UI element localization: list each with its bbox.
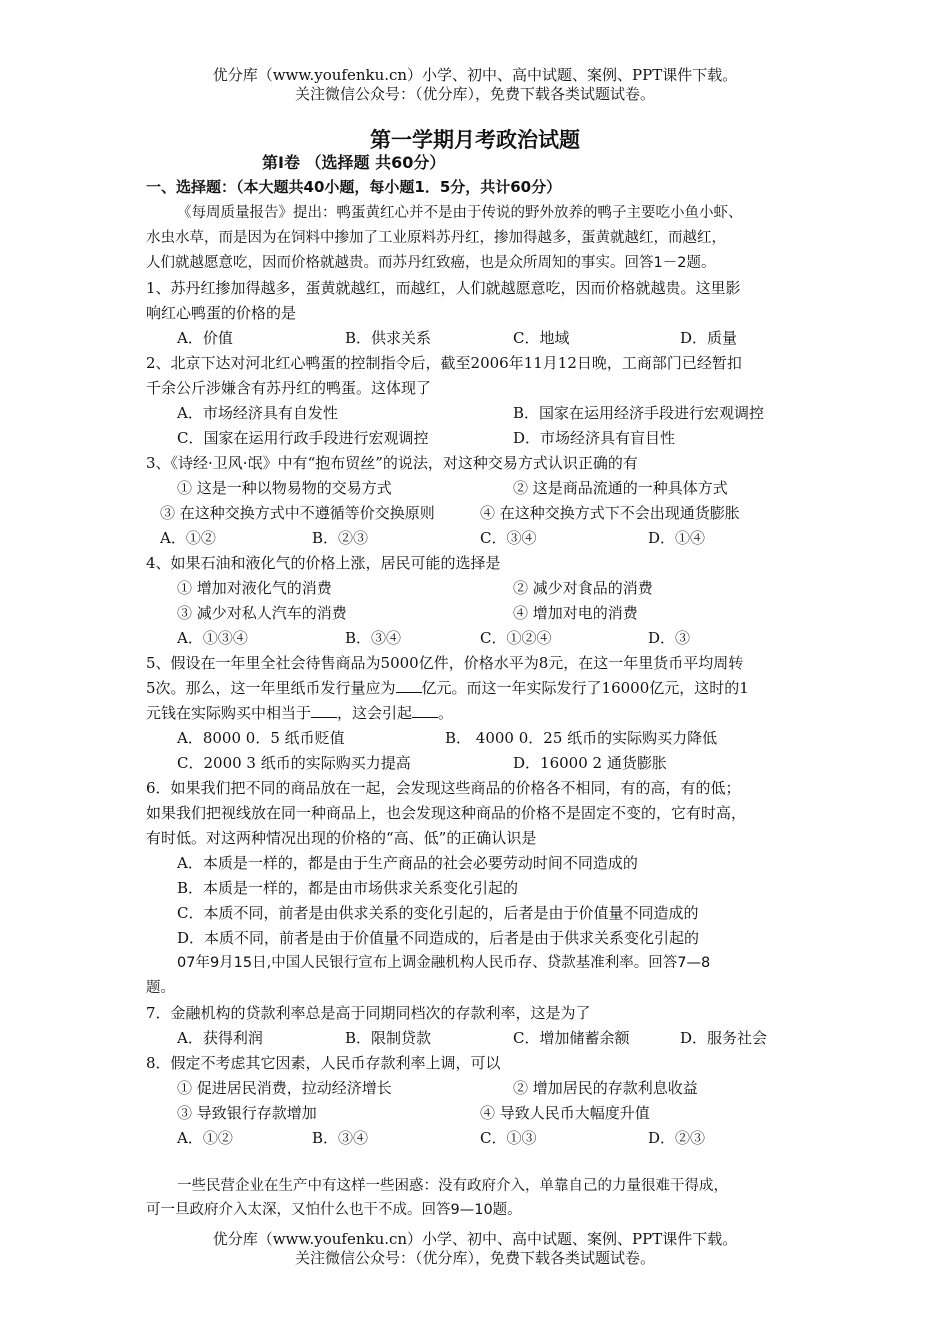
page-footer xyxy=(0,1230,950,1268)
q4-option-d: D．③ xyxy=(648,629,691,647)
answer-blank-2 xyxy=(311,703,337,718)
q2-option-c: C．国家在运用行政手段进行宏观调控 xyxy=(177,429,429,447)
q3-item-4: ④ 在这种交换方式下不会出现通货膨胀 xyxy=(480,504,740,522)
q5-line3-part-a: 元钱在实际购买中相当于 xyxy=(146,704,312,722)
q4-item-1: ① 增加对液化气的消费 xyxy=(177,579,332,597)
q4-item-2: ② 减少对食品的消费 xyxy=(513,579,653,597)
q8-option-a: A．①② xyxy=(177,1129,233,1147)
page-header xyxy=(0,66,950,104)
passage2-line-2: 题。 xyxy=(146,980,175,996)
q8-stem: 8．假定不考虑其它因素，人民币存款利率上调，可以 xyxy=(146,1054,501,1072)
section-heading: 一、选择题：（本大题共40小题，每小题1．5分，共计60分） xyxy=(146,178,562,196)
q8-item-1: ① 促进居民消费，拉动经济增长 xyxy=(177,1079,392,1097)
q4-item-3: ③ 减少对私人汽车的消费 xyxy=(177,604,347,622)
passage1-line-3: 人们就越愿意吃，因而价格就越贵。而苏丹红致癌，也是众所周知的事实。回答1－2题。 xyxy=(146,255,716,271)
footer-line-2: 关注微信公众号：（优分库），免费下载各类试题试卷。 xyxy=(294,1249,655,1267)
q6-stem-line-1: 6．如果我们把不同的商品放在一起，会发现这些商品的价格各不相同，有的高，有的低； xyxy=(146,779,741,797)
q7-stem: 7．金融机构的贷款利率总是高于同期同档次的存款利率，这是为了 xyxy=(146,1004,591,1022)
passage1-line-1: 《每周质量报告》提出：鸭蛋黄红心并不是由于传说的野外放养的鸭子主要吃小鱼小虾、 xyxy=(177,205,743,221)
answer-blank-1 xyxy=(396,678,422,693)
q2-option-d: D．市场经济具有盲目性 xyxy=(513,429,676,447)
q3-item-3: ③ 在这种交换方式中不遵循等价交换原则 xyxy=(160,504,435,522)
q7-option-b: B．限制贷款 xyxy=(345,1029,432,1047)
q5-stem-line-2 xyxy=(146,678,749,698)
q4-option-a: A．①③④ xyxy=(177,629,248,647)
q6-option-b: B．本质是一样的，都是由市场供求关系变化引起的 xyxy=(177,879,519,897)
passage2-line-1: 07年9月15日,中国人民银行宣布上调金融机构人民币存、贷款基准利率。回答7—8 xyxy=(177,955,711,971)
q1-option-d: D．质量 xyxy=(680,329,738,347)
q8-option-b: B．③④ xyxy=(312,1129,369,1147)
q3-option-c: C．③④ xyxy=(480,529,537,547)
q8-option-d: D．②③ xyxy=(648,1129,706,1147)
exam-subtitle: 第Ⅰ卷 （选择题 共60分） xyxy=(262,153,446,172)
q8-option-c: C．①③ xyxy=(480,1129,537,1147)
header-line-2: 关注微信公众号：（优分库），免费下载各类试题试卷。 xyxy=(294,85,655,103)
q7-option-c: C．增加储蓄余额 xyxy=(513,1029,630,1047)
q8-item-4: ④ 导致人民币大幅度升值 xyxy=(480,1104,650,1122)
q5-stem-line-3 xyxy=(146,703,453,723)
q4-item-4: ④ 增加对电的消费 xyxy=(513,604,638,622)
q3-option-b: B．②③ xyxy=(312,529,369,547)
passage1-line-2: 水虫水草，而是因为在饲料中掺加了工业原料苏丹红，掺加得越多，蛋黄就越红，而越红， xyxy=(146,230,726,246)
q1-option-b: B．供求关系 xyxy=(345,329,432,347)
answer-blank-3 xyxy=(412,703,438,718)
q5-line2-part-b: 亿元。而这一年实际发行了16000亿元，这时的1 xyxy=(421,679,749,697)
q5-line3-part-b: ，这会引起 xyxy=(337,704,413,722)
passage3-line-1: 一些民营企业在生产中有这样一些困惑：没有政府介入，单靠自己的力量很难干得成， xyxy=(177,1178,728,1194)
q5-option-a: A．8000 0．5 纸币贬值 xyxy=(177,729,345,747)
q6-stem-line-3: 有时低。对这两种情况出现的价格的“高、低”的正确认识是 xyxy=(146,829,537,847)
exam-title: 第一学期月考政治试题 xyxy=(370,128,580,152)
q3-option-d: D．①④ xyxy=(648,529,706,547)
q5-line2-part-a: 5次。那么，这一年里纸币发行量应为 xyxy=(146,679,396,697)
q6-stem-line-2: 如果我们把视线放在同一种商品上，也会发现这种商品的价格不是固定不变的，它有时高， xyxy=(146,804,747,822)
q7-option-a: A．获得利润 xyxy=(177,1029,263,1047)
q6-option-d: D．本质不同，前者是由于价值量不同造成的，后者是由于供求关系变化引起的 xyxy=(177,929,700,947)
q3-stem: 3、《诗经·卫风·氓》中有“抱布贸丝”的说法，对这种交易方式认识正确的有 xyxy=(146,454,638,472)
q2-option-a: A．市场经济具有自发性 xyxy=(177,404,338,422)
q5-option-b: B． 4000 0．25 纸币的实际购买力降低 xyxy=(445,729,718,747)
q2-option-b: B．国家在运用经济手段进行宏观调控 xyxy=(513,404,765,422)
q1-option-a: A．价值 xyxy=(177,329,233,347)
q8-item-3: ③ 导致银行存款增加 xyxy=(177,1104,317,1122)
q5-option-c: C．2000 3 纸币的实际购买力提高 xyxy=(177,754,411,772)
q6-option-c: C．本质不同，前者是由供求关系的变化引起的，后者是由于价值量不同造成的 xyxy=(177,904,699,922)
q4-option-b: B．③④ xyxy=(345,629,402,647)
q3-option-a: A．①② xyxy=(160,529,216,547)
q2-stem-line-1: 2、北京下达对河北红心鸭蛋的控制指令后，截至2006年11月12日晚，工商部门已经暂扣 xyxy=(146,354,742,372)
q1-option-c: C．地域 xyxy=(513,329,570,347)
q8-item-2: ② 增加居民的存款利息收益 xyxy=(513,1079,698,1097)
q2-stem-line-2: 千余公斤涉嫌含有苏丹红的鸭蛋。这体现了 xyxy=(146,379,432,397)
q3-item-1: ① 这是一种以物易物的交易方式 xyxy=(177,479,392,497)
q4-option-c: C．①②④ xyxy=(480,629,552,647)
q7-option-d: D．服务社会 xyxy=(680,1029,768,1047)
q5-stem-line-1: 5、假设在一年里全社会待售商品为5000亿件，价格水平为8元，在这一年里货币平均周转 xyxy=(146,654,744,672)
q4-stem: 4、如果石油和液化气的价格上涨，居民可能的选择是 xyxy=(146,554,501,572)
header-line-1: 优分库（www.youfenku.cn）小学、初中、高中试题、案例、PPT课件下载。 xyxy=(212,66,738,84)
q1-stem-line-1: 1、苏丹红掺加得越多，蛋黄就越红，而越红，人们就越愿意吃，因而价格就越贵。这里影 xyxy=(146,279,741,297)
passage3-line-2: 可一旦政府介入太深，又怕什么也干不成。回答9—10题。 xyxy=(146,1202,522,1218)
footer-line-1: 优分库（www.youfenku.cn）小学、初中、高中试题、案例、PPT课件下载。 xyxy=(212,1230,738,1248)
q5-option-d: D．16000 2 通货膨胀 xyxy=(513,754,667,772)
q3-item-2: ② 这是商品流通的一种具体方式 xyxy=(513,479,728,497)
q6-option-a: A．本质是一样的，都是由于生产商品的社会必要劳动时间不同造成的 xyxy=(177,854,638,872)
q1-stem-line-2: 响红心鸭蛋的价格的是 xyxy=(146,304,297,322)
q5-line3-part-c: 。 xyxy=(438,704,454,722)
